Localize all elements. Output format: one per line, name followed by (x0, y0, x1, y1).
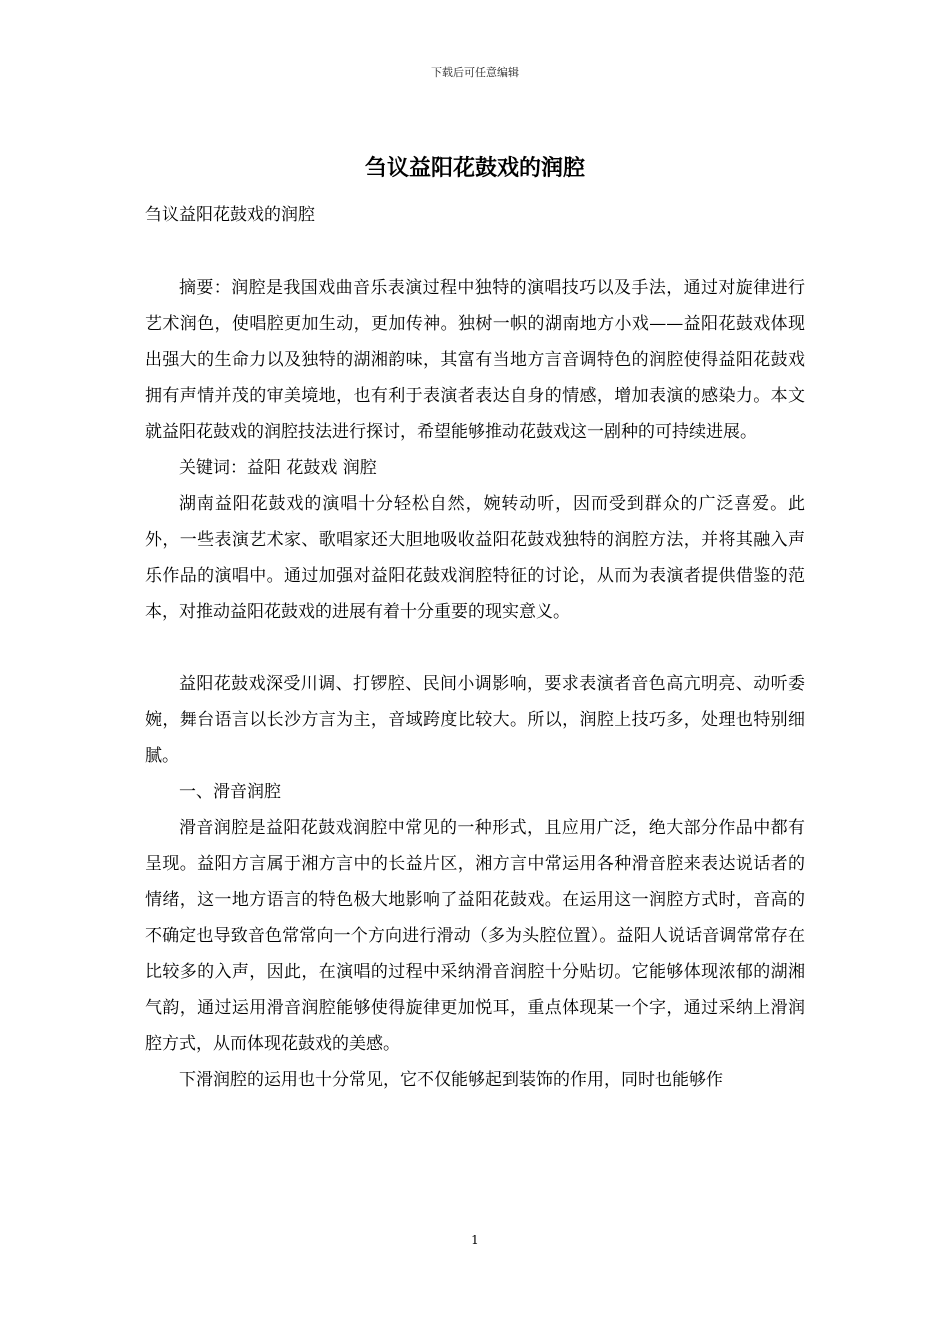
document-body (145, 270, 805, 1098)
glide-paragraph: 滑音润腔是益阳花鼓戏润腔中常见的一种形式，且应用广泛，绝大部分作品中都有呈现。益阳方言属于湘方言中的长益片区，湘方言中常运用各种滑音腔来表达说话者的情绪，这一地方语言的特色极大地影响了益阳花鼓戏。在运用这一润腔方式时，音高的不确定也导致音色常常向一个方向进行滑动（多为头腔位置）。益阳人说话音调常常存在比较多的入声，因此，在演唱的过程中采纳滑音润腔十分贴切。它能够体现浓郁的湖湘气韵，通过运用滑音润腔能够使得旋律更加悦耳，重点体现某一个字，通过采纳上滑润腔方式，从而体现花鼓戏的美感。 (145, 818, 805, 1054)
page-header-note: 下载后可任意编辑 (431, 66, 519, 79)
downward-glide-paragraph: 下滑润腔的运用也十分常见，它不仅能够起到装饰的作用，同时也能够作 (179, 1070, 723, 1090)
document-subtitle: 刍议益阳花鼓戏的润腔 (145, 205, 315, 225)
document-title: 刍议益阳花鼓戏的润腔 (364, 156, 585, 181)
page-number: 1 (471, 1233, 479, 1247)
keywords-paragraph: 关键词：益阳 花鼓戏 润腔 (179, 458, 377, 478)
intro-paragraph: 湖南益阳花鼓戏的演唱十分轻松自然，婉转动听，因而受到群众的广泛喜爱。此外，一些表演艺术家、歌唱家还大胆地吸收益阳花鼓戏独特的润腔方法，并将其融入声乐作品的演唱中。通过加强对益阳花鼓戏润腔特征的讨论，从而为表演者提供借鉴的范本，对推动益阳花鼓戏的进展有着十分重要的现实意义。 (145, 494, 805, 622)
section-heading: 一、滑音润腔 (179, 782, 281, 802)
influence-paragraph: 益阳花鼓戏深受川调、打锣腔、民间小调影响，要求表演者音色高亢明亮、动听委婉，舞台语言以长沙方言为主，音域跨度比较大。所以，润腔上技巧多，处理也特别细腻。 (145, 674, 805, 766)
abstract-paragraph: 摘要：润腔是我国戏曲音乐表演过程中独特的演唱技巧以及手法，通过对旋律进行艺术润色，使唱腔更加生动，更加传神。独树一帜的湖南地方小戏——益阳花鼓戏体现出强大的生命力以及独特的湖湘韵味，其富有当地方言音调特色的润腔使得益阳花鼓戏拥有声情并茂的审美境地，也有利于表演者表达自身的情感，增加表演的感染力。本文就益阳花鼓戏的润腔技法进行探讨，希望能够推动花鼓戏这一剧种的可持续进展。 (145, 278, 805, 442)
